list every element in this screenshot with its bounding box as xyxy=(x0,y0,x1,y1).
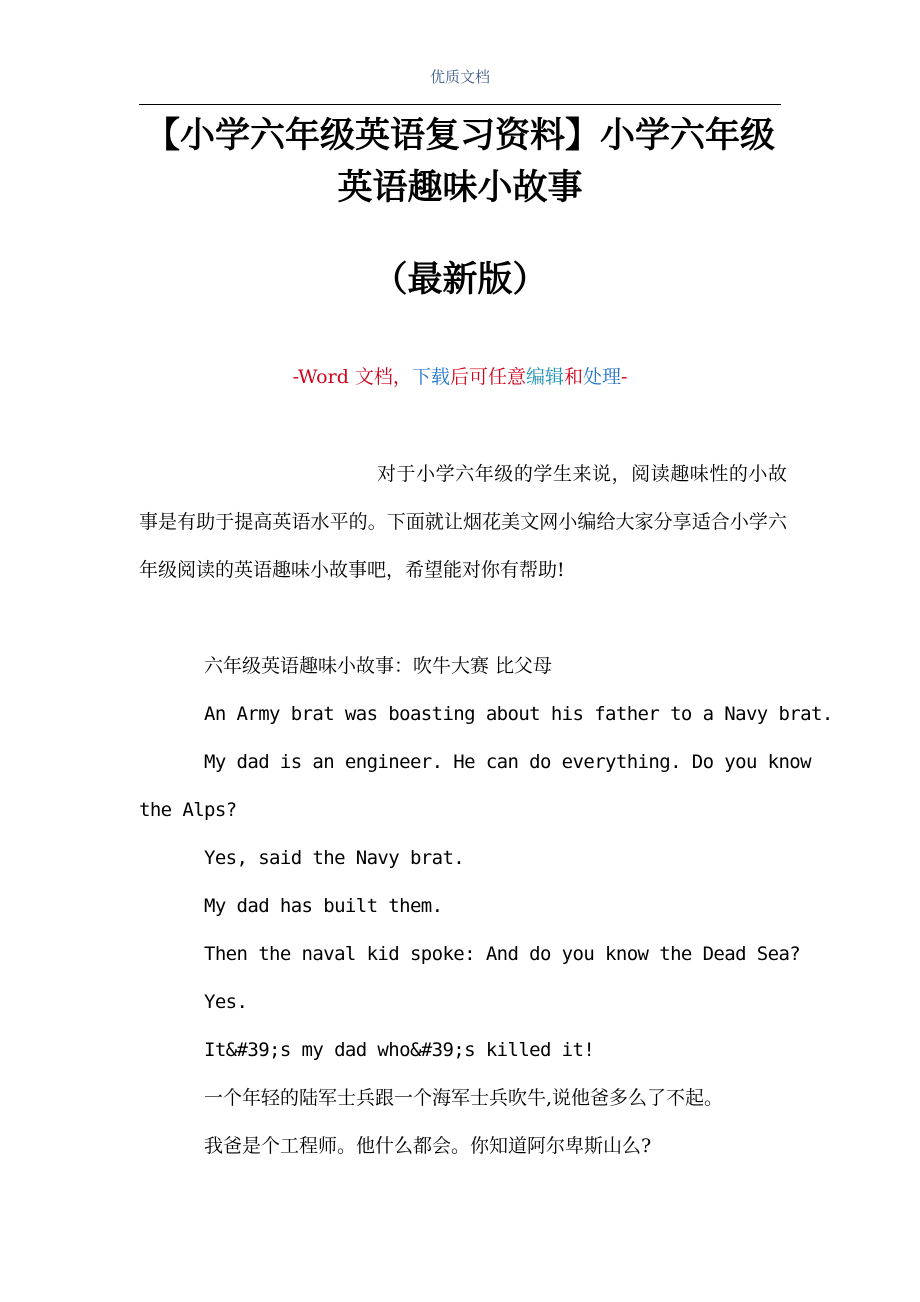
story-line: An Army brat was boasting about his father to a Navy brat. xyxy=(204,703,833,725)
story-line: the Alps? xyxy=(139,799,237,821)
tagline-part: -Word 文档， xyxy=(292,366,412,388)
story-heading: 六年级英语趣味小故事：吹牛大赛 比父母 xyxy=(204,655,553,677)
story-line-chinese: 一个年轻的陆军士兵跟一个海军士兵吹牛,说他爸多么了不起。 xyxy=(204,1087,724,1109)
tagline-part: 和 xyxy=(563,366,583,388)
story-line: It&#39;s my dad who&#39;s killed it! xyxy=(204,1039,595,1061)
page-header: 优质文档 xyxy=(429,68,490,86)
story-line: Then the naval kid spoke: And do you know the Dead Sea? xyxy=(204,943,801,965)
tagline-part: 下载 xyxy=(411,366,450,388)
story-line: Yes. xyxy=(204,991,248,1013)
header-divider xyxy=(139,104,781,105)
document-subtitle: （最新版） xyxy=(372,259,548,300)
tagline-part: - xyxy=(621,366,628,388)
tagline-part: 后可任意 xyxy=(449,366,526,388)
tagline-part: 处理 xyxy=(582,366,621,388)
tagline xyxy=(0,364,920,390)
story-line: My dad has built them. xyxy=(204,895,443,917)
tagline-part: 编辑 xyxy=(525,366,564,388)
story-line: My dad is an engineer. He can do everything. Do you know xyxy=(204,751,811,773)
story-line-chinese: 我爸是个工程师。他什么都会。你知道阿尔卑斯山么? xyxy=(204,1135,652,1157)
intro-paragraph: 对于小学六年级的学生来说，阅读趣味性的小故事是有助于提高英语水平的。下面就让烟花美文网小编给大家分享适合小学六年级阅读的英语趣味小故事吧，希望能对你有帮助! xyxy=(139,463,787,581)
document-title: 【小学六年级英语复习资料】小学六年级英语趣味小故事 xyxy=(144,115,775,208)
story-line: Yes, said the Navy brat. xyxy=(204,847,465,869)
